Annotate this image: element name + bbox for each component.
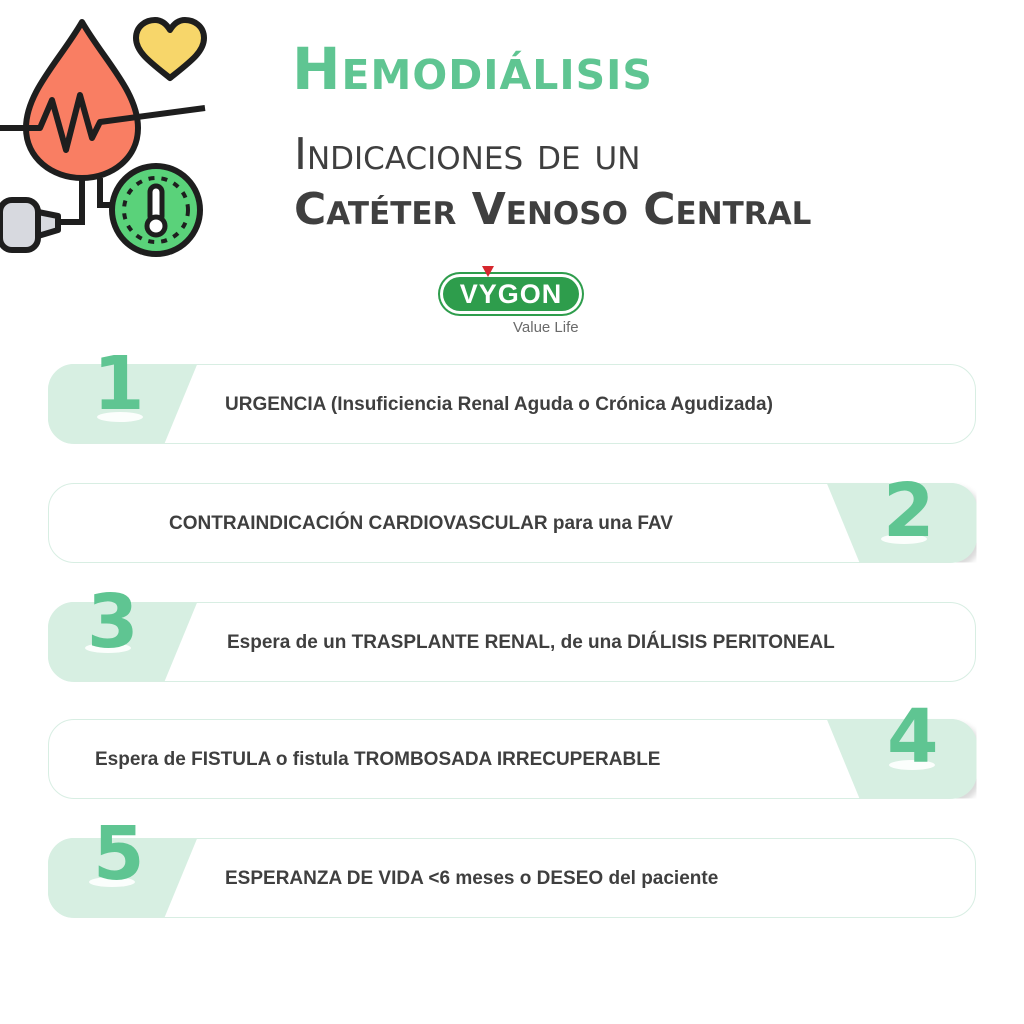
indication-number: 2 [883, 468, 935, 554]
logo-brand: VYGON [459, 279, 563, 309]
page-subtitle-line2: Catéter Venoso Central [294, 184, 812, 235]
tube-icon [0, 178, 118, 250]
indication-item-5 [48, 811, 976, 918]
logo-tagline: Value Life [513, 319, 579, 336]
indication-item-3 [48, 579, 976, 682]
heart-icon [136, 20, 204, 78]
indication-text: CONTRAINDICACIÓN CARDIOVASCULAR para una FAV [169, 513, 673, 534]
indication-text: ESPERANZA DE VIDA <6 meses o DESEO del paciente [225, 868, 719, 889]
blood-drop-monitor-illustration [0, 0, 230, 270]
thermometer-gauge-icon [112, 166, 200, 254]
page-subtitle-line1: Indicaciones de un [294, 129, 641, 180]
indication-number: 4 [887, 694, 939, 780]
indication-number: 3 [87, 579, 139, 665]
vygon-logo [440, 264, 610, 344]
indication-item-1 [48, 341, 976, 444]
indication-number: 1 [93, 341, 145, 427]
indication-number: 5 [93, 811, 145, 897]
indication-text: URGENCIA (Insuficiencia Renal Aguda o Crónica Agudizada) [225, 394, 773, 415]
page-title: Hemodiálisis [292, 35, 653, 103]
indication-item-4 [48, 694, 976, 799]
logo-triangle-icon [482, 266, 494, 277]
indication-item-2 [48, 468, 976, 563]
indication-text: Espera de un TRASPLANTE RENAL, de una DIÁLISIS PERITONEAL [227, 632, 835, 653]
indication-text: Espera de FISTULA o fistula TROMBOSADA IRRECUPERABLE [95, 749, 661, 770]
